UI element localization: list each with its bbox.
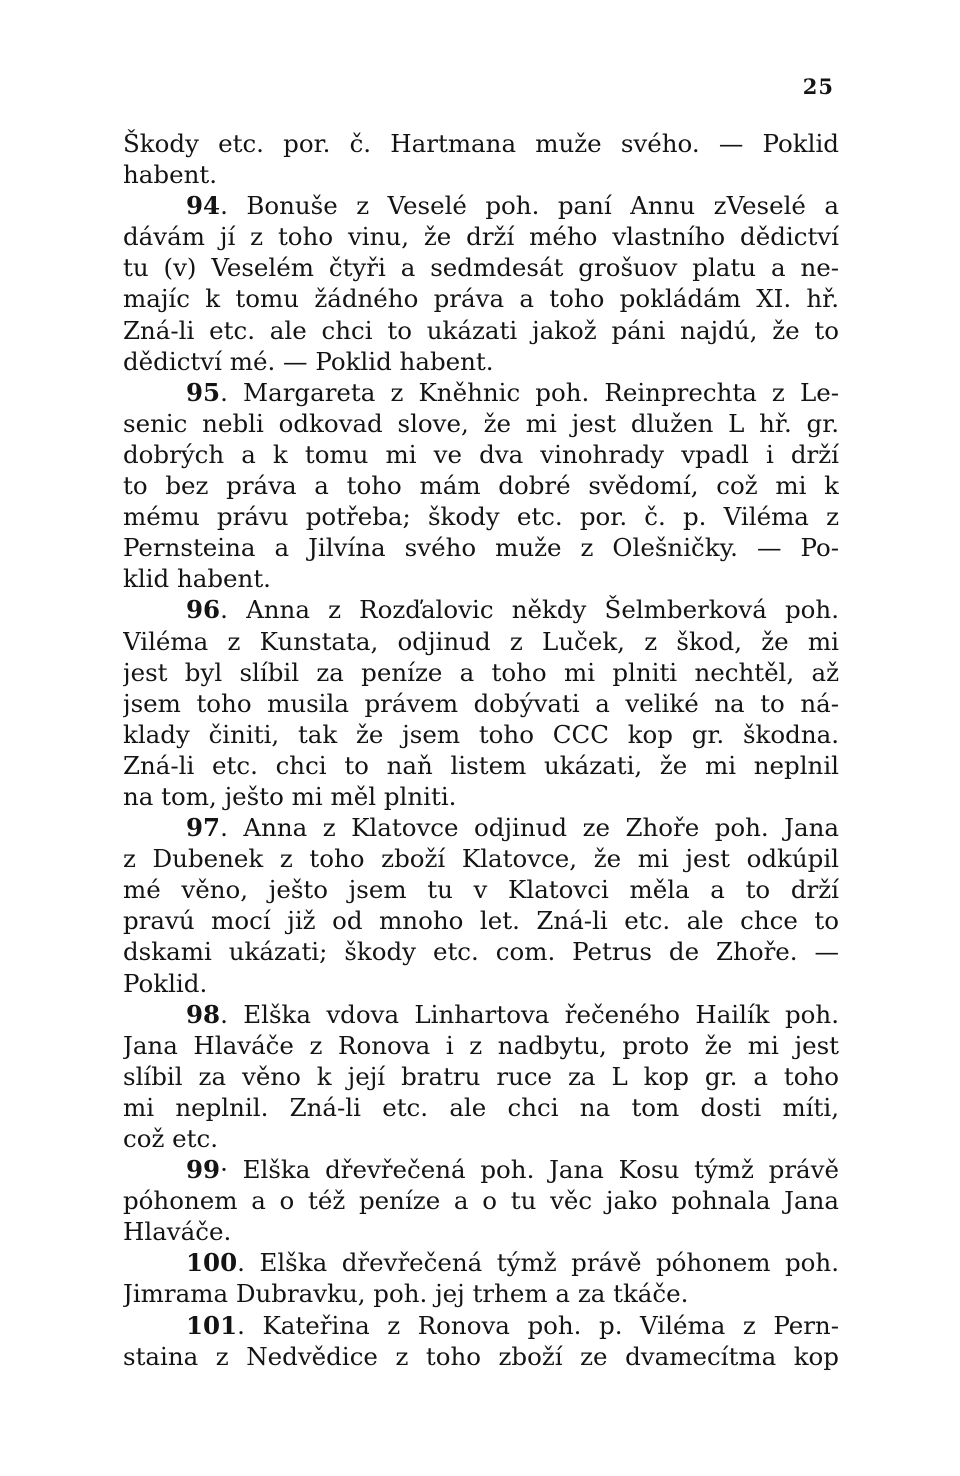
text-line <box>123 470 839 501</box>
line-text: . Margareta z Kněhnic poh. Reinprechta z Le- <box>220 377 839 407</box>
text-line <box>123 1185 839 1216</box>
body-text <box>123 128 839 1372</box>
text-line <box>123 377 839 408</box>
line-text: · Elška dřevřečená poh. Jana Kosu týmž právě <box>220 1155 839 1185</box>
line-text: . Kateřina z Ronova poh. p. Viléma z Pern- <box>237 1310 839 1340</box>
text-line <box>123 221 839 252</box>
text-line <box>123 159 839 190</box>
line-text: dědictví mé. — Poklid habent. <box>123 346 494 376</box>
line-text: . Elška vdova Linhartova řečeného Hailík poh. <box>220 999 839 1029</box>
text-line <box>123 999 839 1030</box>
line-text: senic nebli odkovad slove, že mi jest dlužen L hř. gr. <box>123 408 839 438</box>
text-line <box>123 905 839 936</box>
line-text: mi neplnil. Zná-li etc. ale chci na tom dosti míti, <box>123 1092 839 1122</box>
text-line <box>123 1278 839 1309</box>
entry-number: 99 <box>186 1155 221 1185</box>
line-text: habent. <box>123 160 217 190</box>
text-line <box>123 1310 839 1341</box>
line-text: z Dubenek z toho zboží Klatovce, že mi jest odkúpil <box>123 844 839 874</box>
line-text: klid habent. <box>123 564 271 594</box>
line-text: . Anna z Klatovce odjinud ze Zhoře poh. Jana <box>220 813 839 843</box>
text-line <box>123 1061 839 1092</box>
line-text: dávám jí z toho vinu, že drží mého vlastního dědictví <box>123 222 839 252</box>
text-line <box>123 626 839 657</box>
line-text: jest byl slíbil za peníze a toho mi plniti nechtěl, až <box>123 657 839 687</box>
line-text: Hlaváče. <box>123 1217 232 1247</box>
text-line <box>123 657 839 688</box>
line-text: staina z Nedvědice z toho zboží ze dvamecítma kop <box>123 1341 839 1371</box>
text-line <box>123 1247 839 1278</box>
line-text: majíc k tomu žádného práva a toho pokládám XI. hř. <box>123 284 839 314</box>
line-text: Jimrama Dubravku, poh. jej trhem a za tkáče. <box>123 1279 689 1309</box>
entry-number: 97 <box>186 813 221 843</box>
text-line <box>123 315 839 346</box>
line-text: Zná-li etc. ale chci to ukázati jakož páni najdú, že to <box>123 315 839 345</box>
text-line <box>123 812 839 843</box>
text-line <box>123 563 839 594</box>
entry-number: 94 <box>186 191 221 221</box>
line-text: Viléma z Kunstata, odjinud z Luček, z škod, že mi <box>123 626 839 656</box>
line-text: jsem toho musila právem dobývati a veliké na to ná- <box>123 688 839 718</box>
line-text: póhonem a o též peníze a o tu věc jako pohnala Jana <box>123 1186 839 1216</box>
text-line <box>123 750 839 781</box>
line-text: slíbil za věno k její bratru ruce za L kop gr. a toho <box>123 1061 839 1091</box>
line-text: na tom, ješto mi měl plniti. <box>123 781 457 811</box>
text-line <box>123 936 839 967</box>
line-text: mému právu potřeba; škody etc. por. č. p. Viléma z <box>123 502 839 532</box>
entry-number: 96 <box>186 595 221 625</box>
line-text: dobrých a k tomu mi ve dva vinohrady vpadl i drží <box>123 439 839 469</box>
text-line <box>123 439 839 470</box>
line-text: mé věno, ješto jsem tu v Klatovci měla a to drží <box>123 875 839 905</box>
text-line <box>123 1092 839 1123</box>
text-line <box>123 1154 839 1185</box>
text-line <box>123 190 839 221</box>
line-text: tu (v) Veselém čtyři a sedmdesát grošuov platu a ne- <box>123 253 839 283</box>
text-line <box>123 1216 839 1247</box>
line-text: Pernsteina a Jilvína svého muže z Olešničky. — Po- <box>123 533 839 563</box>
line-text: to bez práva a toho mám dobré svědomí, což mi k <box>123 471 839 501</box>
text-line <box>123 781 839 812</box>
text-line <box>123 532 839 563</box>
text-line <box>123 843 839 874</box>
text-line <box>123 968 839 999</box>
entry-number: 101 <box>186 1310 238 1340</box>
line-text: Škody etc. por. č. Hartmana muže svého. — Poklid <box>123 129 839 158</box>
text-line <box>123 874 839 905</box>
line-text: klady činiti, tak že jsem toho CCC kop gr. škodna. <box>123 719 839 749</box>
text-line <box>123 1123 839 1154</box>
line-text: . Bonuše z Veselé poh. paní Annu zVeselé a <box>220 191 839 221</box>
line-text: dskami ukázati; škody etc. com. Petrus de Zhoře. — <box>123 937 839 967</box>
text-line <box>123 501 839 532</box>
line-text: . Elška dřevřečená týmž právě póhonem poh. <box>237 1248 839 1278</box>
text-line <box>123 1030 839 1061</box>
text-line <box>123 346 839 377</box>
text-line <box>123 594 839 625</box>
text-line <box>123 688 839 719</box>
text-line <box>123 252 839 283</box>
entry-number: 100 <box>186 1248 238 1278</box>
line-text: Zná-li etc. chci to naň listem ukázati, že mi neplnil <box>123 750 839 780</box>
page-number: 25 <box>802 74 834 99</box>
line-text: což etc. <box>123 1124 219 1153</box>
text-line <box>123 283 839 314</box>
line-text: pravú mocí již od mnoho let. Zná-li etc. ale chce to <box>123 906 839 936</box>
line-text: Jana Hlaváče z Ronova i z nadbytu, proto že mi jest <box>123 1030 839 1060</box>
entry-number: 98 <box>186 999 221 1029</box>
line-text: Poklid. <box>123 968 208 998</box>
text-line <box>123 128 839 159</box>
text-line <box>123 1341 839 1372</box>
entry-number: 95 <box>186 377 221 407</box>
line-text: . Anna z Rozďalovic někdy Šelmberková poh. <box>220 595 839 625</box>
text-line <box>123 719 839 750</box>
text-line <box>123 408 839 439</box>
